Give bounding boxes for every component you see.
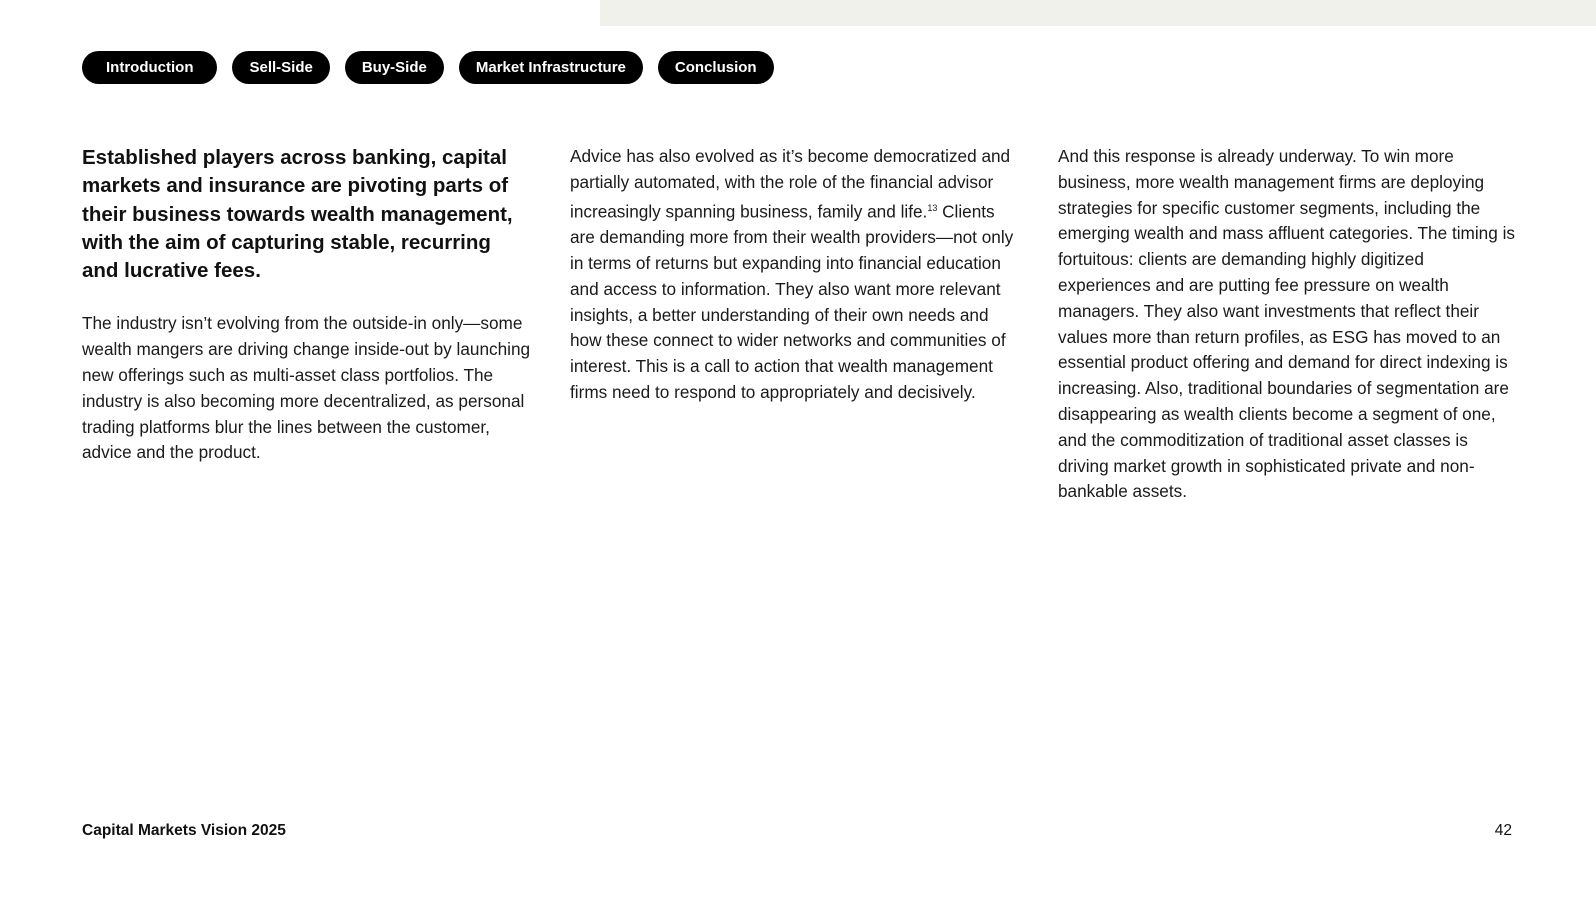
column-1 (82, 144, 532, 466)
nav-introduction[interactable]: Introduction (82, 51, 217, 84)
page-number: 42 (1494, 822, 1512, 839)
body-paragraph-2 (570, 144, 1020, 406)
body-paragraph-2-part-1: Advice has also evolved as it’s become democratized and partially automated, with the role of the financial advisor increasingly spanning business, family and life. (570, 146, 1011, 222)
top-decorative-band (600, 0, 1596, 26)
body-paragraph-1: The industry isn’t evolving from the outside-in only—some wealth mangers are driving change inside-out by launching new offerings such as multi-asset class portfolios. The industry is also becoming more decentralized, as personal trading platforms blur the lines between the customer, advice and the product. (82, 313, 531, 463)
column-3 (1058, 144, 1518, 505)
body-paragraph-3: And this response is already underway. To win more business, more wealth management firms are deploying strategies for specific customer segments, including the emerging wealth and mass affluent categories. The timing is fortuitous: clients are demanding highly digitized experiences and are putting fee pressure on wealth managers. They also want investments that reflect their values more than return profiles, as ESG has moved to an essential product offering and demand for direct indexing is increasing. Also, traditional boundaries of segmentation are disappearing as wealth clients become a segment of one, and the commoditization of traditional asset classes is driving market growth in sophisticated private and non-bankable assets. (1058, 146, 1515, 502)
nav-buy-side[interactable]: Buy-Side (345, 51, 444, 84)
nav-market-infrastructure[interactable]: Market Infrastructure (459, 51, 643, 84)
nav-conclusion[interactable]: Conclusion (658, 51, 774, 84)
body-paragraph-2-part-2: Clients are demanding more from their wealth providers—not only in terms of returns but expanding into financial education and access to information. They also want more relevant insights, a better understanding of their own needs and how these connect to wider networks and communities of interest. This is a call to action that wealth management firms need to respond to appropriately and decisively. (570, 201, 1014, 402)
footnote-reference[interactable]: 13 (927, 202, 938, 213)
nav-sell-side[interactable]: Sell-Side (232, 51, 329, 84)
section-nav (82, 51, 774, 84)
footer-title: Capital Markets Vision 2025 (82, 822, 286, 839)
lead-paragraph: Established players across banking, capital markets and insurance are pivoting parts of their business towards wealth management, with the aim of capturing stable, recurring and lucrative fees. (82, 146, 513, 283)
column-2 (570, 144, 1020, 406)
